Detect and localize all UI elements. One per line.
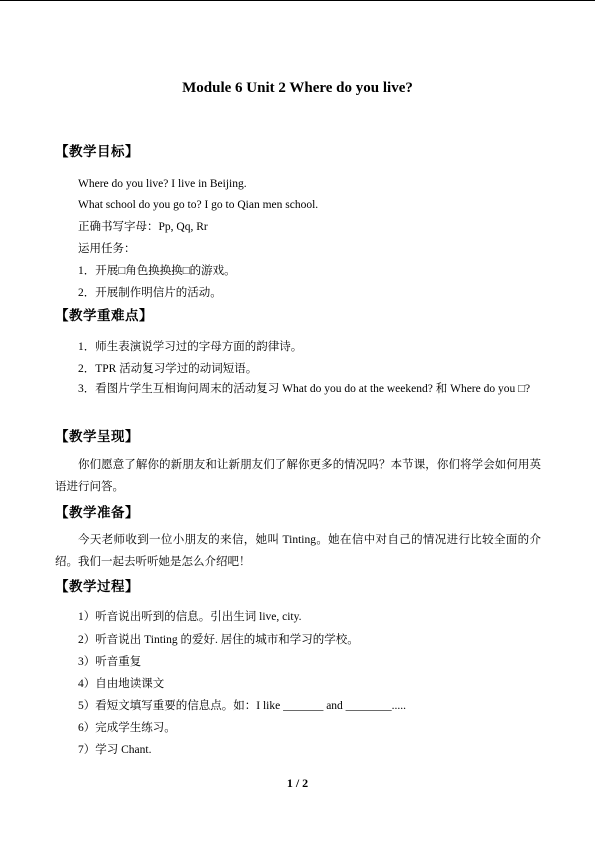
section-heading-key-points: 【教学重难点】 xyxy=(55,308,153,324)
process-step: 1）听音说出听到的信息。引出生词 live, city. xyxy=(78,611,302,623)
process-step: 2）听音说出 Tinting 的爱好. 居住的城市和学习的学校。 xyxy=(78,634,359,646)
goals-line: 2．开展制作明信片的活动。 xyxy=(78,287,222,299)
header-rule xyxy=(0,0,595,1)
key-points-line: 1．师生表演说学习过的字母方面的韵律诗。 xyxy=(78,341,303,353)
goals-line: What school do you go to? I go to Qian men school. xyxy=(78,199,319,211)
section-heading-presentation: 【教学呈现】 xyxy=(55,429,139,445)
section-heading-goals: 【教学目标】 xyxy=(55,144,139,160)
process-step: 6）完成学生练习。 xyxy=(78,722,176,734)
section-heading-process: 【教学过程】 xyxy=(55,579,139,595)
document-title: Module 6 Unit 2 Where do you live? xyxy=(182,80,413,96)
goals-line: 运用任务： xyxy=(78,243,136,255)
goals-line: 1．开展□角色换换换□的游戏。 xyxy=(78,265,236,277)
process-step: 7）学习 Chant. xyxy=(78,744,152,756)
goals-line: Where do you live? I live in Beijing. xyxy=(78,178,247,190)
page-number: 1 / 2 xyxy=(286,776,309,790)
goals-line: 正确书写字母：Pp, Qq, Rr xyxy=(78,221,208,233)
key-points-line: 2．TPR 活动复习学过的动词短语。 xyxy=(78,363,258,375)
key-points-line: 3．看图片学生互相询问周末的活动复习 What do you do at the weekend? 和 Where do you □? xyxy=(78,383,531,395)
process-step: 3）听音重复 xyxy=(78,656,142,668)
presentation-paragraph: 你们愿意了解你的新朋友和让新朋友们了解你更多的情况吗？本节课，你们将学会如何用英语进行问答。 xyxy=(55,459,541,493)
section-heading-preparation: 【教学准备】 xyxy=(55,505,139,521)
preparation-paragraph: 今天老师收到一位小朋友的来信，她叫 Tinting。她在信中对自己的情况进行比较全面的介绍。我们一起去听听她是怎么介绍吧！ xyxy=(55,534,541,568)
process-step: 4）自由地读课文 xyxy=(78,678,165,690)
process-step: 5）看短文填写重要的信息点。如：I like _______ and ________..... xyxy=(78,700,407,712)
